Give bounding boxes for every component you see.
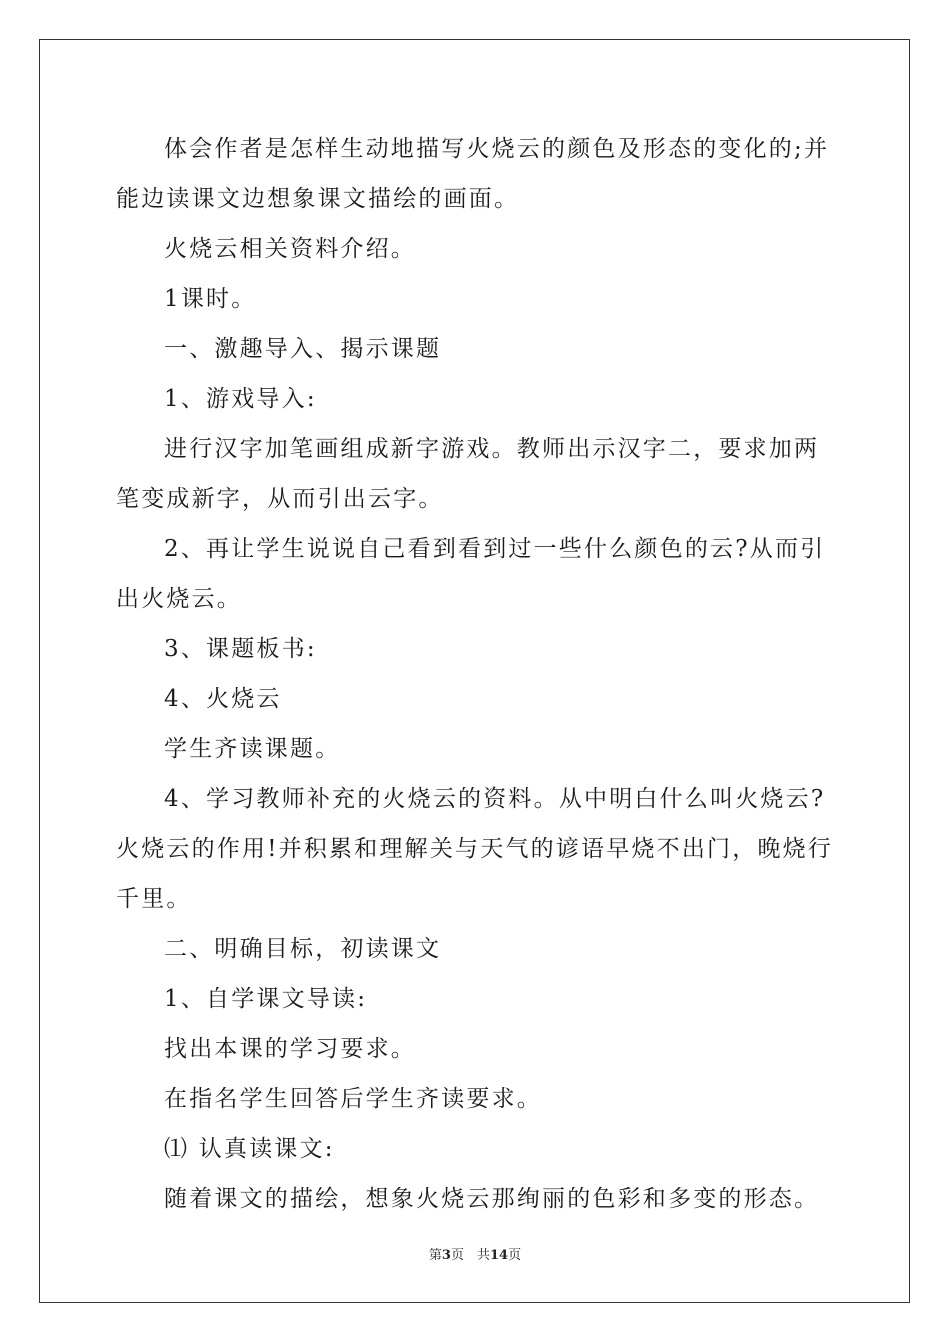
paragraph: 4、学习教师补充的火烧云的资料。从中明白什么叫火烧云?火烧云的作用!并积累和理解关与天气的谚语早烧不出门，晚烧行千里。 <box>116 786 834 912</box>
paragraph: 学生齐读课题。 <box>164 736 341 762</box>
paragraph: 3、课题板书: <box>164 636 317 662</box>
paragraph: 找出本课的学习要求。 <box>164 1036 416 1062</box>
footer-suffix: 页 <box>508 1248 522 1263</box>
paragraph: 体会作者是怎样生动地描写火烧云的颜色及形态的变化的;并能边读课文边想象课文描绘的画面。 <box>116 136 830 212</box>
footer-mid: 页 共 <box>450 1248 490 1263</box>
paragraph: 1、自学课文导读: <box>164 986 368 1012</box>
paragraph: 进行汉字加笔画组成新字游戏。教师出示汉字二，要求加两笔变成新字，从而引出云字。 <box>116 436 820 512</box>
paragraph: 4、火烧云 <box>164 686 282 712</box>
paragraph: 1、游戏导入: <box>164 386 317 412</box>
page-footer <box>0 1247 950 1265</box>
paragraph: 在指名学生回答后学生齐读要求。 <box>164 1086 542 1112</box>
document-body <box>116 124 836 1224</box>
footer-prefix: 第 <box>428 1248 442 1263</box>
section-heading: 二、明确目标，初读课文 <box>164 936 442 962</box>
paragraph: 随着课文的描绘，想象火烧云那绚丽的色彩和多变的形态。 <box>164 1186 820 1212</box>
paragraph: 2、再让学生说说自己看到看到过一些什么颜色的云?从而引出火烧云。 <box>116 536 826 612</box>
paragraph: 火烧云相关资料介绍。 <box>164 236 416 262</box>
section-heading: 一、激趣导入、揭示课题 <box>164 336 442 362</box>
current-page-number: 3 <box>441 1248 451 1263</box>
total-page-count: 14 <box>489 1248 509 1263</box>
paragraph: ⑴ 认真读课文: <box>164 1136 335 1162</box>
paragraph: 1课时。 <box>164 286 257 312</box>
